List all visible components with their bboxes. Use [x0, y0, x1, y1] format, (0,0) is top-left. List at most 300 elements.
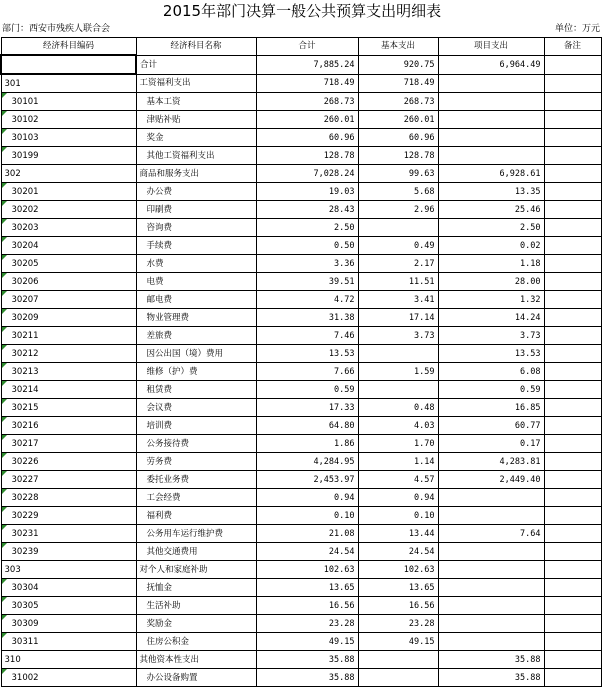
basic-cell[interactable]	[358, 453, 438, 471]
basic-text: 102.63	[403, 564, 435, 575]
project-cell[interactable]	[438, 399, 544, 417]
project-cell[interactable]	[438, 381, 544, 399]
project-text: 13.35	[514, 186, 541, 197]
project-cell[interactable]	[438, 111, 544, 129]
total-cell[interactable]	[256, 615, 358, 633]
header-remark[interactable]: 备注	[544, 38, 601, 56]
code-cell[interactable]	[1, 327, 136, 345]
basic-cell[interactable]	[358, 219, 438, 237]
basic-cell[interactable]	[358, 165, 438, 183]
code-text: 302	[4, 168, 21, 179]
basic-cell[interactable]	[358, 561, 438, 579]
total-text: 7.66	[334, 366, 355, 377]
basic-cell[interactable]	[358, 345, 438, 363]
basic-cell[interactable]	[358, 74, 438, 93]
project-cell[interactable]	[438, 363, 544, 381]
name-text: 公务接待费	[146, 438, 190, 449]
header-code[interactable]: 经济科目编码	[1, 38, 136, 56]
comment-marker-icon	[2, 669, 7, 674]
name-cell[interactable]	[136, 417, 256, 435]
project-text: 35.88	[514, 672, 541, 683]
remark-cell[interactable]	[544, 651, 601, 669]
table-row	[1, 129, 601, 147]
table-row	[1, 55, 601, 74]
table-row	[1, 363, 601, 381]
table-row	[1, 417, 601, 435]
total-cell[interactable]	[256, 55, 358, 74]
project-cell[interactable]	[438, 651, 544, 669]
code-cell[interactable]	[1, 255, 136, 273]
total-cell[interactable]	[256, 147, 358, 165]
basic-text: 16.56	[408, 600, 435, 611]
table-row	[1, 165, 601, 183]
name-cell[interactable]	[136, 165, 256, 183]
basic-text: 13.44	[408, 528, 435, 539]
name-cell[interactable]	[136, 651, 256, 669]
code-text: 30211	[11, 330, 39, 341]
code-cell[interactable]	[1, 399, 136, 417]
remark-cell[interactable]	[544, 363, 601, 381]
comment-marker-icon	[2, 129, 7, 134]
header-name[interactable]: 经济科目名称	[136, 38, 256, 56]
code-cell[interactable]	[1, 651, 136, 669]
name-cell[interactable]	[136, 273, 256, 291]
total-cell[interactable]	[256, 633, 358, 651]
code-cell[interactable]	[1, 507, 136, 525]
project-cell[interactable]	[438, 255, 544, 273]
basic-cell[interactable]	[358, 543, 438, 561]
name-cell[interactable]	[136, 93, 256, 111]
code-cell[interactable]	[1, 93, 136, 111]
total-text: 1.86	[334, 438, 355, 449]
total-cell[interactable]	[256, 507, 358, 525]
basic-cell[interactable]	[358, 399, 438, 417]
project-cell[interactable]	[438, 633, 544, 651]
total-cell[interactable]	[256, 255, 358, 273]
project-cell[interactable]	[438, 417, 544, 435]
table-row	[1, 74, 601, 93]
name-cell[interactable]	[136, 219, 256, 237]
code-text: 30214	[11, 384, 39, 395]
basic-cell[interactable]	[358, 525, 438, 543]
remark-cell[interactable]	[544, 147, 601, 165]
total-cell[interactable]	[256, 111, 358, 129]
code-cell[interactable]	[1, 183, 136, 201]
remark-cell[interactable]	[544, 669, 601, 687]
basic-cell[interactable]	[358, 55, 438, 74]
comment-marker-icon	[2, 201, 7, 206]
name-cell[interactable]	[136, 633, 256, 651]
total-text: 7,885.24	[313, 59, 355, 70]
remark-cell[interactable]	[544, 237, 601, 255]
code-cell[interactable]	[1, 489, 136, 507]
name-text: 物业管理费	[146, 312, 190, 323]
total-cell[interactable]	[256, 543, 358, 561]
header-project[interactable]: 项目支出	[438, 38, 544, 56]
name-cell[interactable]	[136, 201, 256, 219]
code-cell[interactable]	[1, 345, 136, 363]
code-cell[interactable]	[1, 435, 136, 453]
total-cell[interactable]	[256, 219, 358, 237]
code-text: 30199	[11, 150, 39, 161]
basic-cell[interactable]	[358, 597, 438, 615]
code-cell[interactable]	[1, 633, 136, 651]
basic-text: 5.68	[414, 186, 435, 197]
project-cell[interactable]	[438, 147, 544, 165]
remark-cell[interactable]	[544, 399, 601, 417]
remark-cell[interactable]	[544, 255, 601, 273]
code-cell[interactable]	[1, 74, 136, 93]
project-cell[interactable]	[438, 309, 544, 327]
project-cell[interactable]	[438, 291, 544, 309]
total-text: 718.49	[323, 78, 355, 89]
code-cell[interactable]	[1, 597, 136, 615]
remark-cell[interactable]	[544, 93, 601, 111]
total-cell[interactable]	[256, 327, 358, 345]
project-cell[interactable]	[438, 561, 544, 579]
basic-text: 4.03	[414, 420, 435, 431]
remark-cell[interactable]	[544, 579, 601, 597]
name-text: 印刷费	[146, 204, 173, 215]
basic-cell[interactable]	[358, 471, 438, 489]
project-cell[interactable]	[438, 435, 544, 453]
project-cell[interactable]	[438, 165, 544, 183]
table-title: 2015年部门决算一般公共预算支出明细表	[162, 2, 442, 20]
basic-cell[interactable]	[358, 381, 438, 399]
name-cell[interactable]	[136, 597, 256, 615]
basic-text: 718.49	[403, 78, 435, 89]
name-text: 租赁费	[146, 384, 173, 395]
basic-text: 3.73	[414, 330, 435, 341]
total-cell[interactable]	[256, 345, 358, 363]
remark-cell[interactable]	[544, 291, 601, 309]
total-cell[interactable]	[256, 93, 358, 111]
project-text: 1.32	[520, 294, 541, 305]
total-cell[interactable]	[256, 273, 358, 291]
code-cell[interactable]	[1, 129, 136, 147]
name-text: 奖金	[146, 132, 164, 143]
total-text: 7,028.24	[313, 168, 355, 179]
code-cell[interactable]	[1, 417, 136, 435]
basic-cell[interactable]	[358, 291, 438, 309]
total-cell[interactable]	[256, 363, 358, 381]
code-text: 30228	[11, 492, 39, 503]
project-cell[interactable]	[438, 507, 544, 525]
project-cell[interactable]	[438, 489, 544, 507]
table-row	[1, 525, 601, 543]
name-cell[interactable]	[136, 309, 256, 327]
project-cell[interactable]	[438, 55, 544, 74]
name-text: 工会经费	[146, 492, 181, 503]
name-text: 对个人和家庭补助	[139, 564, 208, 575]
table-row	[1, 543, 601, 561]
basic-cell[interactable]	[358, 255, 438, 273]
remark-cell[interactable]	[544, 327, 601, 345]
total-cell[interactable]	[256, 471, 358, 489]
basic-cell[interactable]	[358, 615, 438, 633]
code-text: 30213	[11, 366, 39, 377]
total-cell[interactable]	[256, 489, 358, 507]
comment-marker-icon	[2, 309, 7, 314]
code-cell[interactable]	[1, 561, 136, 579]
project-cell[interactable]	[438, 201, 544, 219]
code-text: 30205	[11, 258, 39, 269]
basic-text: 49.15	[408, 636, 435, 647]
table-row	[1, 597, 601, 615]
code-text: 30309	[11, 618, 39, 629]
basic-text: 99.63	[408, 168, 435, 179]
project-cell[interactable]	[438, 327, 544, 345]
basic-cell[interactable]	[358, 417, 438, 435]
project-cell[interactable]	[438, 615, 544, 633]
name-cell[interactable]	[136, 183, 256, 201]
comment-marker-icon	[2, 363, 7, 368]
code-cell[interactable]	[1, 471, 136, 489]
code-cell[interactable]	[1, 309, 136, 327]
code-cell[interactable]	[1, 381, 136, 399]
total-text: 4,284.95	[313, 456, 355, 467]
name-cell[interactable]	[136, 579, 256, 597]
name-cell[interactable]	[136, 147, 256, 165]
project-cell[interactable]	[438, 543, 544, 561]
remark-cell[interactable]	[544, 201, 601, 219]
total-cell[interactable]	[256, 651, 358, 669]
code-cell[interactable]	[1, 525, 136, 543]
remark-cell[interactable]	[544, 165, 601, 183]
basic-cell[interactable]	[358, 147, 438, 165]
total-cell[interactable]	[256, 399, 358, 417]
project-cell[interactable]	[438, 597, 544, 615]
code-cell[interactable]	[1, 579, 136, 597]
total-cell[interactable]	[256, 669, 358, 687]
total-cell[interactable]	[256, 201, 358, 219]
basic-cell[interactable]	[358, 633, 438, 651]
total-cell[interactable]	[256, 597, 358, 615]
project-cell[interactable]	[438, 453, 544, 471]
remark-cell[interactable]	[544, 507, 601, 525]
remark-cell[interactable]	[544, 597, 601, 615]
total-cell[interactable]	[256, 453, 358, 471]
remark-cell[interactable]	[544, 525, 601, 543]
total-cell[interactable]	[256, 129, 358, 147]
basic-cell[interactable]	[358, 93, 438, 111]
total-cell[interactable]	[256, 525, 358, 543]
name-text: 办公设备购置	[146, 672, 198, 683]
project-cell[interactable]	[438, 471, 544, 489]
project-cell[interactable]	[438, 74, 544, 93]
name-cell[interactable]	[136, 129, 256, 147]
remark-cell[interactable]	[544, 417, 601, 435]
project-cell[interactable]	[438, 579, 544, 597]
name-cell[interactable]	[136, 111, 256, 129]
name-text: 电费	[146, 276, 164, 287]
name-cell[interactable]	[136, 507, 256, 525]
table-row	[1, 453, 601, 471]
basic-cell[interactable]	[358, 579, 438, 597]
basic-cell[interactable]	[358, 201, 438, 219]
name-cell[interactable]	[136, 255, 256, 273]
basic-cell[interactable]	[358, 309, 438, 327]
name-cell[interactable]	[136, 489, 256, 507]
code-cell[interactable]	[1, 165, 136, 183]
comment-marker-icon	[2, 219, 7, 224]
name-text: 办公费	[146, 186, 173, 197]
total-cell[interactable]	[256, 579, 358, 597]
code-text: 30215	[11, 402, 39, 413]
remark-cell[interactable]	[544, 381, 601, 399]
header-row	[1, 38, 601, 56]
code-cell[interactable]	[1, 237, 136, 255]
total-text: 60.96	[328, 132, 355, 143]
basic-cell[interactable]	[358, 489, 438, 507]
total-cell[interactable]	[256, 435, 358, 453]
header-total[interactable]: 合计	[256, 38, 358, 56]
comment-marker-icon	[2, 543, 7, 548]
total-cell[interactable]	[256, 561, 358, 579]
remark-cell[interactable]	[544, 129, 601, 147]
comment-marker-icon	[2, 525, 7, 530]
project-text: 1.18	[520, 258, 541, 269]
basic-text: 4.57	[414, 474, 435, 485]
remark-cell[interactable]	[544, 633, 601, 651]
code-cell[interactable]	[1, 273, 136, 291]
name-cell[interactable]	[136, 399, 256, 417]
table-row	[1, 93, 601, 111]
name-cell[interactable]	[136, 471, 256, 489]
remark-cell[interactable]	[544, 309, 601, 327]
total-text: 31.38	[328, 312, 355, 323]
name-cell[interactable]	[136, 453, 256, 471]
name-cell[interactable]	[136, 381, 256, 399]
basic-text: 24.54	[408, 546, 435, 557]
basic-cell[interactable]	[358, 273, 438, 291]
code-cell[interactable]	[1, 291, 136, 309]
name-cell[interactable]	[136, 525, 256, 543]
total-cell[interactable]	[256, 237, 358, 255]
basic-cell[interactable]	[358, 129, 438, 147]
table-row	[1, 471, 601, 489]
remark-cell[interactable]	[544, 345, 601, 363]
project-text: 35.88	[514, 654, 541, 665]
total-cell[interactable]	[256, 165, 358, 183]
remark-cell[interactable]	[544, 273, 601, 291]
project-cell[interactable]	[438, 93, 544, 111]
name-cell[interactable]	[136, 55, 256, 74]
table-row	[1, 615, 601, 633]
remark-cell[interactable]	[544, 543, 601, 561]
total-cell[interactable]	[256, 183, 358, 201]
remark-cell[interactable]	[544, 435, 601, 453]
project-cell[interactable]	[438, 219, 544, 237]
code-cell[interactable]	[1, 615, 136, 633]
name-cell[interactable]	[136, 543, 256, 561]
remark-cell[interactable]	[544, 111, 601, 129]
code-cell[interactable]	[1, 543, 136, 561]
remark-cell[interactable]	[544, 615, 601, 633]
basic-cell[interactable]	[358, 183, 438, 201]
name-text: 其他交通费用	[146, 546, 198, 557]
basic-cell[interactable]	[358, 237, 438, 255]
code-text: 30304	[11, 582, 39, 593]
total-text: 23.28	[328, 618, 355, 629]
name-cell[interactable]	[136, 669, 256, 687]
name-cell[interactable]	[136, 345, 256, 363]
project-cell[interactable]	[438, 525, 544, 543]
project-cell[interactable]	[438, 237, 544, 255]
total-cell[interactable]	[256, 417, 358, 435]
total-text: 16.56	[328, 600, 355, 611]
basic-cell[interactable]	[358, 669, 438, 687]
remark-cell[interactable]	[544, 183, 601, 201]
department-label: 部门：西安市残疾人联合会	[2, 24, 111, 34]
project-cell[interactable]	[438, 345, 544, 363]
code-cell[interactable]	[1, 219, 136, 237]
name-text: 商品和服务支出	[139, 168, 200, 179]
basic-cell[interactable]	[358, 111, 438, 129]
project-text: 2,449.40	[499, 474, 541, 485]
code-cell[interactable]	[1, 201, 136, 219]
table-row	[1, 273, 601, 291]
name-cell[interactable]	[136, 561, 256, 579]
name-cell[interactable]	[136, 435, 256, 453]
basic-cell[interactable]	[358, 363, 438, 381]
total-cell[interactable]	[256, 291, 358, 309]
project-cell[interactable]	[438, 273, 544, 291]
total-cell[interactable]	[256, 381, 358, 399]
basic-text: 11.51	[408, 276, 435, 287]
remark-cell[interactable]	[544, 471, 601, 489]
name-cell[interactable]	[136, 74, 256, 93]
code-cell[interactable]	[1, 111, 136, 129]
total-text: 39.51	[328, 276, 355, 287]
code-cell[interactable]	[1, 669, 136, 687]
name-cell[interactable]	[136, 237, 256, 255]
code-cell[interactable]	[1, 55, 136, 74]
project-text: 6,928.61	[499, 168, 541, 179]
comment-marker-icon	[2, 417, 7, 422]
basic-cell[interactable]	[358, 507, 438, 525]
name-cell[interactable]	[136, 327, 256, 345]
name-cell[interactable]	[136, 363, 256, 381]
code-text: 30239	[11, 546, 39, 557]
code-cell[interactable]	[1, 147, 136, 165]
remark-cell[interactable]	[544, 74, 601, 93]
project-cell[interactable]	[438, 129, 544, 147]
remark-cell[interactable]	[544, 489, 601, 507]
code-cell[interactable]	[1, 363, 136, 381]
total-cell[interactable]	[256, 309, 358, 327]
code-cell[interactable]	[1, 453, 136, 471]
basic-text: 128.78	[403, 150, 435, 161]
basic-cell[interactable]	[358, 435, 438, 453]
name-text: 津贴补贴	[146, 114, 181, 125]
header-basic[interactable]: 基本支出	[358, 38, 438, 56]
remark-cell[interactable]	[544, 219, 601, 237]
name-cell[interactable]	[136, 615, 256, 633]
remark-cell[interactable]	[544, 453, 601, 471]
name-cell[interactable]	[136, 291, 256, 309]
comment-marker-icon	[2, 633, 7, 638]
project-cell[interactable]	[438, 669, 544, 687]
basic-cell[interactable]	[358, 651, 438, 669]
remark-cell[interactable]	[544, 55, 601, 74]
comment-marker-icon	[2, 399, 7, 404]
basic-cell[interactable]	[358, 327, 438, 345]
basic-text: 2.17	[414, 258, 435, 269]
remark-cell[interactable]	[544, 561, 601, 579]
project-cell[interactable]	[438, 183, 544, 201]
total-cell[interactable]	[256, 74, 358, 93]
